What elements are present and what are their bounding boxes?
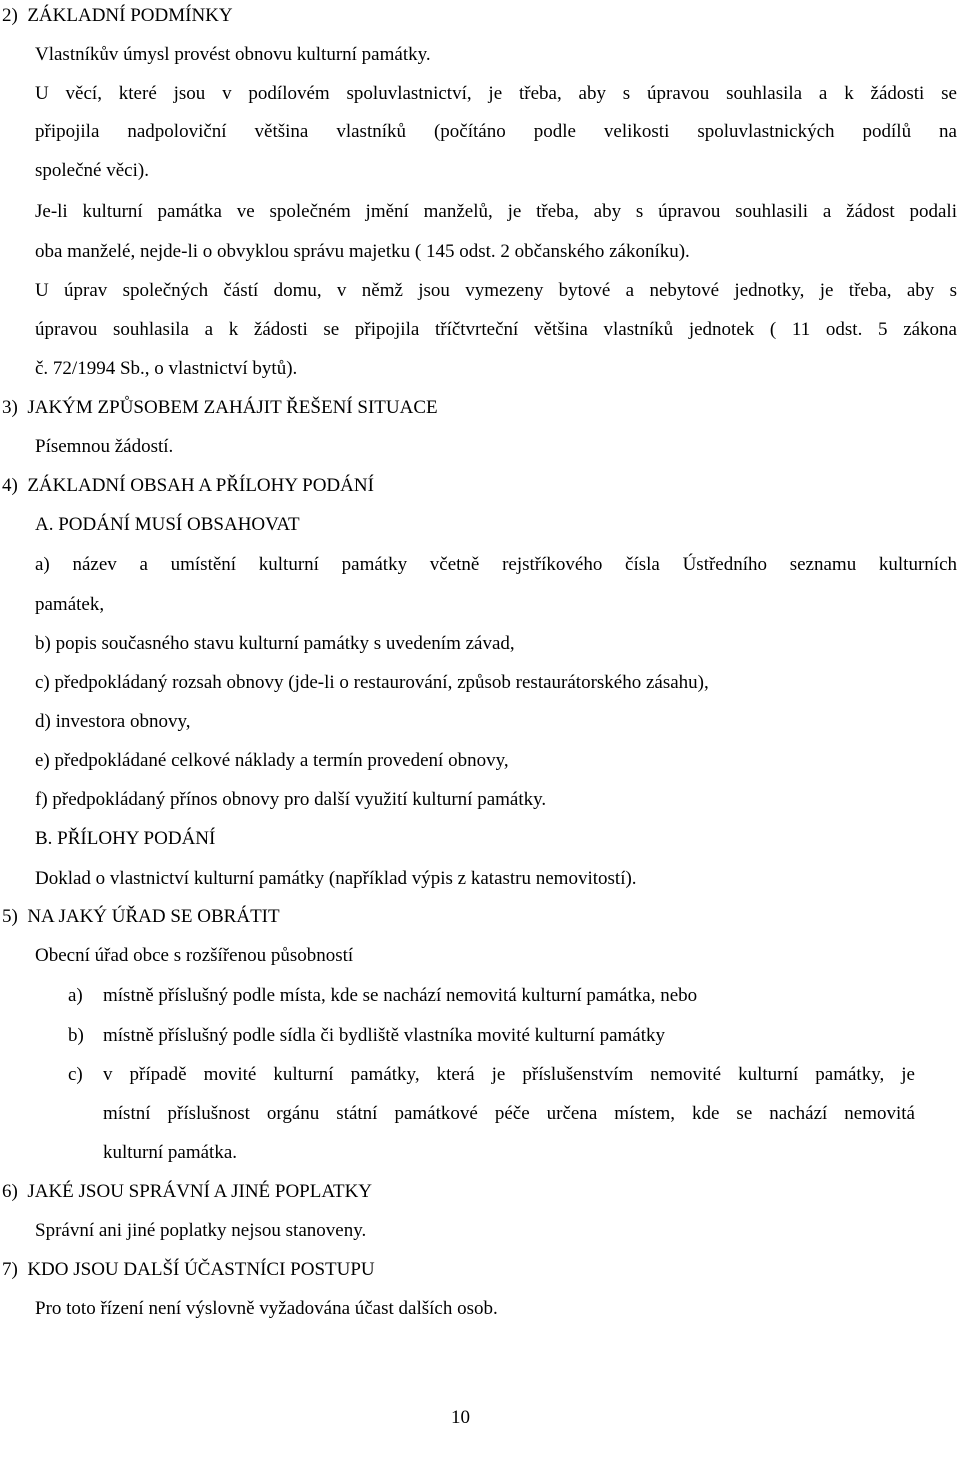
section-6-heading: 6) JAKÉ JSOU SPRÁVNÍ A JINÉ POPLATKY (2, 1181, 373, 1202)
paragraph-line: U úprav společných částí domu, v němž jsou vymezeny bytové a nebytové jednotky, je třeba, aby s (35, 280, 957, 301)
section-5-heading: 5) NA JAKÝ ÚŘAD SE OBRÁTIT (2, 906, 280, 927)
section-3-text: Písemnou žádostí. (35, 436, 174, 457)
list-marker: a) (68, 985, 83, 1006)
page-number: 10 (451, 1407, 470, 1428)
list-item: e) předpokládané celkové náklady a termín provedení obnovy, (35, 750, 509, 771)
list-item: kulturní památka. (103, 1142, 238, 1163)
section-7-text: Pro toto řízení není výslovně vyžadována účast dalších osob. (35, 1298, 498, 1319)
section-4-b-text: Doklad o vlastnictví kulturní památky (například výpis z katastru nemovitostí). (35, 868, 637, 889)
list-item: místně příslušný podle místa, kde se nachází nemovitá kulturní památka, nebo (103, 985, 698, 1006)
list-item: b) popis současného stavu kulturní památky s uvedením závad, (35, 633, 515, 654)
section-2-intro: Vlastníkův úmysl provést obnovu kulturní památky. (35, 44, 431, 65)
section-6-text: Správní ani jiné poplatky nejsou stanoveny. (35, 1220, 367, 1241)
list-item: památek, (35, 594, 105, 615)
section-3-heading: 3) JAKÝM ZPŮSOBEM ZAHÁJIT ŘEŠENÍ SITUACE (2, 397, 438, 418)
list-item: d) investora obnovy, (35, 711, 191, 732)
paragraph-line: společné věci). (35, 160, 149, 181)
list-item: f) předpokládaný přínos obnovy pro další využití kulturní památky. (35, 789, 547, 810)
section-5-intro: Obecní úřad obce s rozšířenou působností (35, 945, 354, 966)
section-4-a-title: A. PODÁNÍ MUSÍ OBSAHOVAT (35, 514, 300, 535)
list-item: c) předpokládaný rozsah obnovy (jde-li o restaurování, způsob restaurátorského zásahu), (35, 672, 709, 693)
list-item: místně příslušný podle sídla či bydliště vlastníka movité kulturní památky (103, 1025, 666, 1046)
paragraph-line: úpravou souhlasila a k žádosti se připojila tříčtvrteční většina vlastníků jednotek ( 11 odst. 5 zákona (35, 319, 957, 340)
list-item: místní příslušnost orgánu státní památkové péče určena místem, kde se nachází nemovitá (103, 1103, 915, 1124)
section-2-heading: 2) ZÁKLADNÍ PODMÍNKY (2, 5, 233, 26)
section-4-heading: 4) ZÁKLADNÍ OBSAH A PŘÍLOHY PODÁNÍ (2, 475, 374, 496)
list-item: v případě movité kulturní památky, která je příslušenstvím nemovité kulturní památky, je (103, 1064, 915, 1085)
paragraph-line: U věcí, které jsou v podílovém spoluvlastnictví, je třeba, aby s úpravou souhlasila a k žádosti se (35, 83, 957, 104)
paragraph-line: Je-li kulturní památka ve společném jmění manželů, je třeba, aby s úpravou souhlasili a žádost podali (35, 201, 957, 222)
list-marker: b) (68, 1025, 84, 1046)
paragraph-line: připojila nadpoloviční většina vlastníků (počítáno podle velikosti spoluvlastnických podílů na (35, 121, 957, 142)
list-marker: c) (68, 1064, 83, 1085)
paragraph-line: č. 72/1994 Sb., o vlastnictví bytů). (35, 358, 298, 379)
section-7-heading: 7) KDO JSOU DALŠÍ ÚČASTNÍCI POSTUPU (2, 1259, 375, 1280)
paragraph-line: oba manželé, nejde-li o obvyklou správu majetku ( 145 odst. 2 občanského zákoníku). (35, 241, 690, 262)
section-4-b-title: B. PŘÍLOHY PODÁNÍ (35, 828, 216, 849)
list-item: a) název a umístění kulturní památky včetně rejstříkového čísla Ústředního seznamu kulturních (35, 554, 957, 575)
